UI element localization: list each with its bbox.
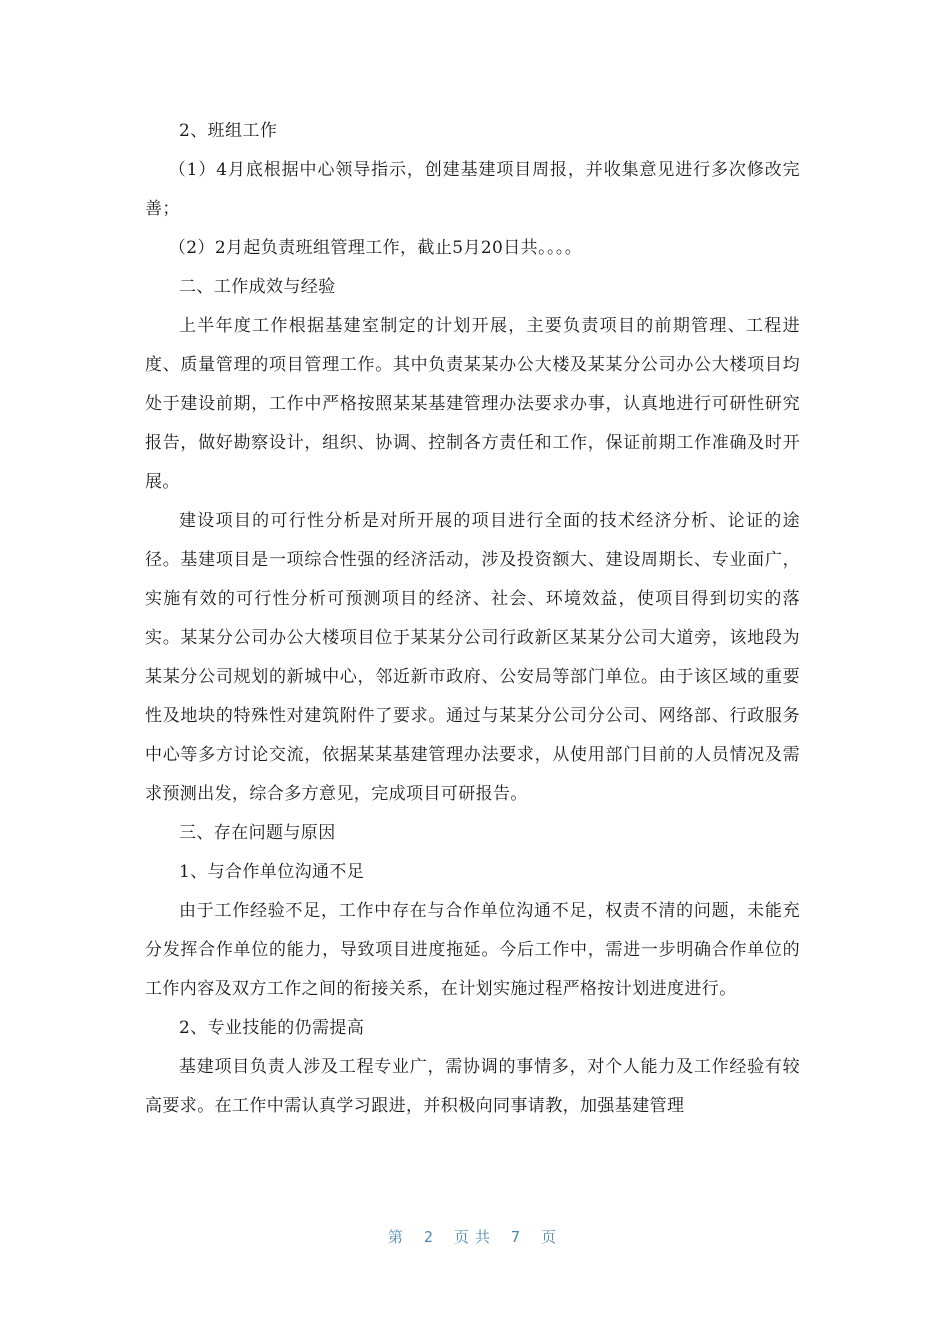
- body-paragraph: 由于工作经验不足，工作中存在与合作单位沟通不足，权责不清的问题，未能充分发挥合作单位的能力，导致项目进度拖延。今后工作中，需进一步明确合作单位的工作内容及双方工作之间的衔接关系，在计划实施过程严格按计划进度进行。: [145, 901, 800, 999]
- section-heading-results: 二、工作成效与经验: [179, 277, 336, 297]
- section-heading-problems: 三、存在问题与原因: [179, 823, 336, 843]
- body-paragraph: 基建项目负责人涉及工程专业广，需协调的事情多，对个人能力及工作经验有较高要求。在工作中需认真学习跟进，并积极向同事请教，加强基建管理: [145, 1057, 800, 1116]
- body-paragraph: 上半年度工作根据基建室制定的计划开展，主要负责项目的前期管理、工程进度、质量管理的项目管理工作。其中负责某某办公大楼及某某分公司办公大楼项目均处于建设前期，工作中严格按照某某基建管理办法要求办事，认真地进行可研性研究报告，做好勘察设计，组织、协调、控制各方责任和工作，保证前期工作准确及时开展。: [145, 316, 800, 492]
- subheading-communication: 1、与合作单位沟通不足: [179, 862, 365, 882]
- body-paragraph: 建设项目的可行性分析是对所开展的项目进行全面的技术经济分析、论证的途径。基建项目是一项综合性强的经济活动，涉及投资额大、建设周期长、专业面广，实施有效的可行性分析可预测项目的经济、社会、环境效益，使项目得到切实的落实。某某分公司办公大楼项目位于某某分公司行政新区某某分公司大道旁，该地段为某某分公司规划的新城中心，邻近新市政府、公安局等部门单位。由于该区域的重要性及地块的特殊性对建筑附件了要求。通过与某某分公司分公司、网络部、行政服务中心等多方讨论交流，依据某某基建管理办法要求，从使用部门目前的人员情况及需求预测出发，综合多方意见，完成项目可研报告。: [145, 511, 800, 804]
- page-number-footer: 第 2 页共 7 页: [387, 1228, 563, 1246]
- list-item: （1）4月底根据中心领导指示，创建基建项目周报，并收集意见进行多次修改完善；: [145, 160, 800, 219]
- heading-banzu-work: 2、班组工作: [179, 121, 278, 141]
- subheading-skills: 2、专业技能的仍需提高: [179, 1018, 365, 1038]
- list-item: （2）2月起负责班组管理工作，截止5月20日共。。。。: [168, 238, 583, 258]
- document-body: [145, 112, 800, 1126]
